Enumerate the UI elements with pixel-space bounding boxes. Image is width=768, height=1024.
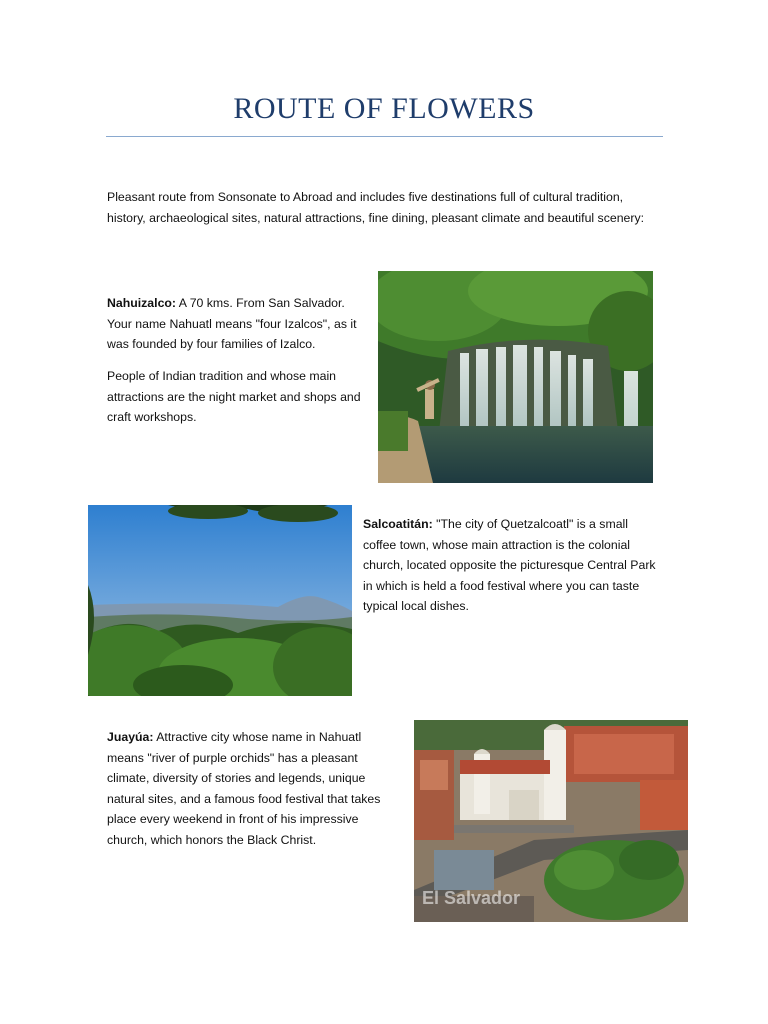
nahuizalco-paragraph xyxy=(107,293,369,355)
page-title: ROUTE OF FLOWERS xyxy=(233,92,535,125)
juayua-paragraph xyxy=(107,727,399,850)
landscape-photo xyxy=(88,505,352,696)
juayua-text: Attractive city whose name in Nahuatl means "river of purple orchids" has a pleasant climate, diversity of stories and legends, unique natural sites, and a famous food festival that takes place every weekend in front of his impressive church, which honors the Black Christ. xyxy=(107,730,381,847)
church-aerial-photo xyxy=(414,720,688,922)
waterfall-photo xyxy=(378,271,653,483)
nahuizalco-text: A 70 kms. From San Salvador. Your name Nahuatl means "four Izalcos", as it was founded by four families of Izalco. xyxy=(107,296,357,351)
photo-watermark: El Salvador xyxy=(422,888,521,908)
juayua-name: Juayúa: xyxy=(107,730,154,744)
salcoatitan-paragraph xyxy=(363,514,663,617)
nahuizalco-paragraph-2: People of Indian tradition and whose main attractions are the night market and shops and craft workshops. xyxy=(107,369,361,424)
nahuizalco-name: Nahuizalco: xyxy=(107,296,177,310)
salcoatitan-name: Salcoatitán: xyxy=(363,517,433,531)
title-rule xyxy=(106,136,663,137)
salcoatitan-text: "The city of Quetzalcoatl" is a small coffee town, whose main attraction is the colonial church, located opposite the picturesque Central Park in which is held a food festival where you can taste typical local dishes. xyxy=(363,517,656,613)
intro-paragraph: Pleasant route from Sonsonate to Abroad and includes five destinations full of cultural tradition, history, archaeological sites, natural attractions, fine dining, pleasant climate and beautiful scenery: xyxy=(107,190,645,225)
